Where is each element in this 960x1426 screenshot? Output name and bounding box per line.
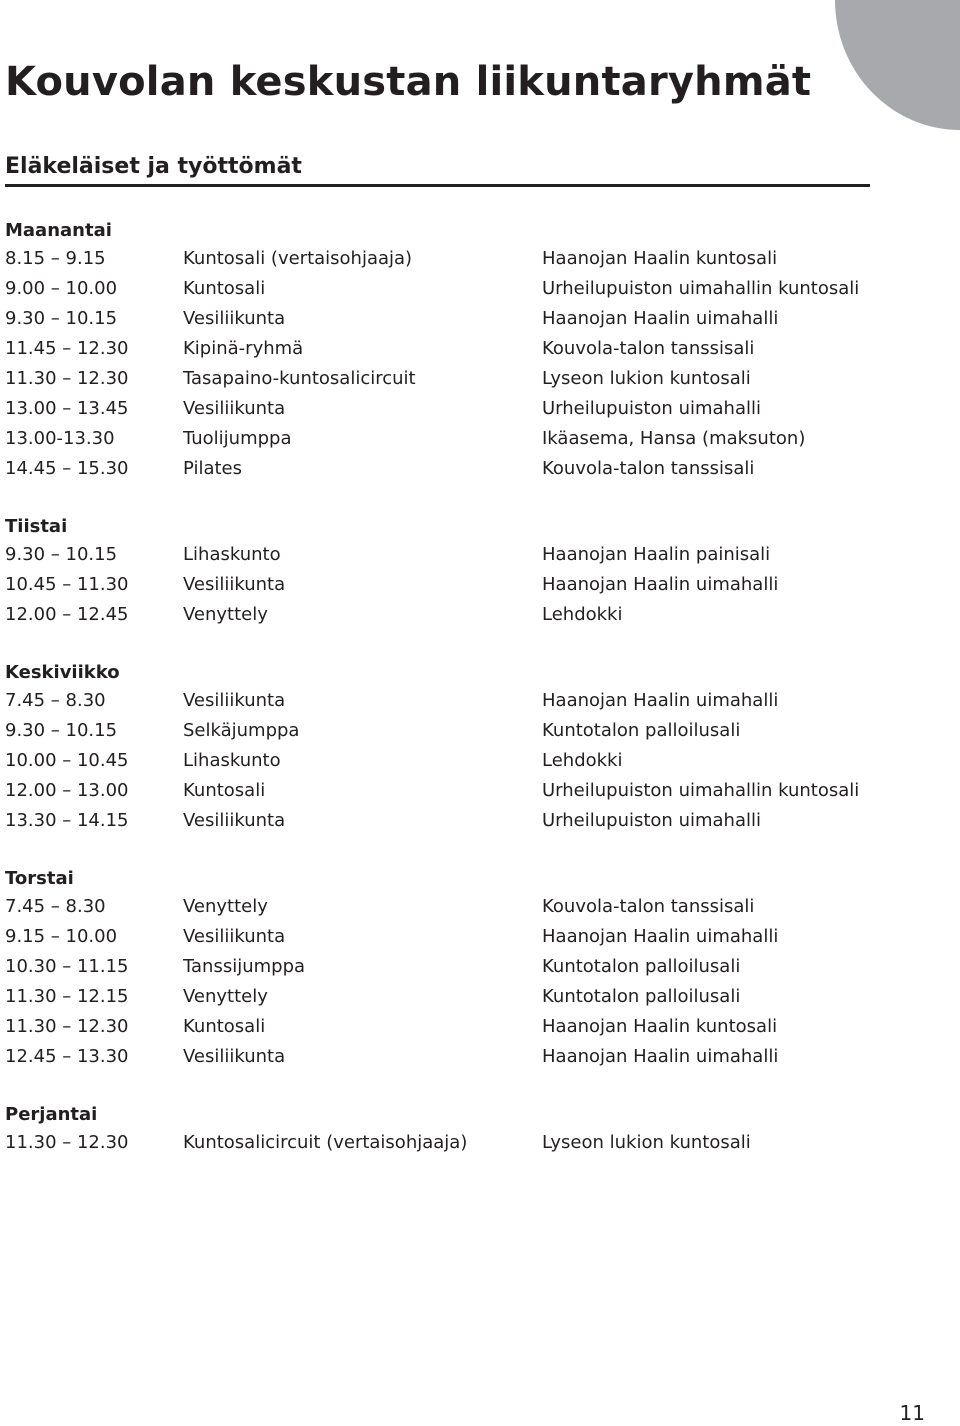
schedule-row (5, 1128, 865, 1158)
row-place: Lehdokki (542, 604, 623, 625)
row-place: Haanojan Haalin kuntosali (542, 1016, 778, 1037)
row-place: Haanojan Haalin uimahalli (542, 574, 779, 595)
schedule-row (5, 244, 865, 274)
row-place: Lyseon lukion kuntosali (542, 1132, 751, 1153)
day-section (5, 218, 865, 484)
row-place: Haanojan Haalin uimahalli (542, 690, 779, 711)
schedule-row (5, 1012, 865, 1042)
row-place: Haanojan Haalin uimahalli (542, 1046, 779, 1067)
row-place: Urheilupuiston uimahallin kuntosali (542, 780, 860, 801)
row-time: 11.30 – 12.30 (5, 368, 129, 389)
row-time: 9.15 – 10.00 (5, 926, 118, 947)
row-time: 14.45 – 15.30 (5, 458, 129, 479)
section-title: Eläkeläiset ja työttömät (5, 154, 302, 179)
row-place: Kouvola-talon tanssisali (542, 896, 755, 917)
row-time: 11.30 – 12.30 (5, 1016, 129, 1037)
schedule (5, 218, 865, 1188)
schedule-row (5, 1042, 865, 1072)
row-place: Urheilupuiston uimahalli (542, 810, 761, 831)
schedule-row (5, 892, 865, 922)
row-activity: Tanssijumppa (183, 956, 306, 977)
row-activity: Vesiliikunta (183, 1046, 286, 1067)
row-place: Kuntotalon palloilusali (542, 986, 741, 1007)
row-activity: Selkäjumppa (183, 720, 300, 741)
row-activity: Kuntosali (183, 278, 266, 299)
schedule-row (5, 570, 865, 600)
schedule-row (5, 600, 865, 630)
day-section (5, 514, 865, 630)
row-place: Lehdokki (542, 750, 623, 771)
day-section (5, 866, 865, 1072)
schedule-row (5, 686, 865, 716)
row-time: 11.30 – 12.30 (5, 1132, 129, 1153)
day-heading: Tiistai (5, 516, 68, 537)
row-activity: Vesiliikunta (183, 810, 286, 831)
row-time: 12.00 – 13.00 (5, 780, 129, 801)
row-time: 7.45 – 8.30 (5, 896, 106, 917)
schedule-row (5, 334, 865, 364)
row-time: 13.00-13.30 (5, 428, 115, 449)
schedule-row (5, 394, 865, 424)
schedule-row (5, 952, 865, 982)
row-time: 12.00 – 12.45 (5, 604, 129, 625)
schedule-row (5, 982, 865, 1012)
row-place: Urheilupuiston uimahalli (542, 398, 761, 419)
row-activity: Lihaskunto (183, 544, 281, 565)
row-time: 8.15 – 9.15 (5, 248, 106, 269)
row-time: 11.45 – 12.30 (5, 338, 129, 359)
row-activity: Vesiliikunta (183, 398, 286, 419)
section-divider (5, 184, 870, 187)
day-heading: Keskiviikko (5, 662, 120, 683)
page-number: 11 (899, 1401, 925, 1425)
row-place: Haanojan Haalin painisali (542, 544, 771, 565)
row-activity: Vesiliikunta (183, 926, 286, 947)
row-place: Urheilupuiston uimahallin kuntosali (542, 278, 860, 299)
schedule-row (5, 424, 865, 454)
schedule-row (5, 922, 865, 952)
row-place: Haanojan Haalin uimahalli (542, 308, 779, 329)
row-activity: Venyttely (183, 604, 268, 625)
schedule-row (5, 274, 865, 304)
row-time: 13.30 – 14.15 (5, 810, 129, 831)
schedule-row (5, 364, 865, 394)
row-activity: Vesiliikunta (183, 574, 286, 595)
row-place: Kouvola-talon tanssisali (542, 458, 755, 479)
row-time: 10.45 – 11.30 (5, 574, 129, 595)
row-activity: Kuntosali (183, 780, 266, 801)
row-time: 9.30 – 10.15 (5, 720, 118, 741)
row-activity: Vesiliikunta (183, 690, 286, 711)
row-activity: Tasapaino-kuntosalicircuit (183, 368, 416, 389)
row-time: 11.30 – 12.15 (5, 986, 129, 1007)
day-heading: Perjantai (5, 1104, 98, 1125)
schedule-row (5, 746, 865, 776)
row-activity: Kuntosali (vertaisohjaaja) (183, 248, 413, 269)
corner-decoration (835, 0, 960, 130)
row-place: Haanojan Haalin kuntosali (542, 248, 778, 269)
row-activity: Kuntosalicircuit (vertaisohjaaja) (183, 1132, 468, 1153)
row-time: 7.45 – 8.30 (5, 690, 106, 711)
schedule-row (5, 776, 865, 806)
row-activity: Kuntosali (183, 1016, 266, 1037)
row-time: 9.30 – 10.15 (5, 308, 118, 329)
row-time: 13.00 – 13.45 (5, 398, 129, 419)
row-activity: Venyttely (183, 986, 268, 1007)
schedule-row (5, 540, 865, 570)
day-section (5, 660, 865, 836)
row-place: Kuntotalon palloilusali (542, 720, 741, 741)
schedule-row (5, 806, 865, 836)
row-place: Kuntotalon palloilusali (542, 956, 741, 977)
day-heading: Maanantai (5, 220, 112, 241)
schedule-row (5, 454, 865, 484)
row-activity: Pilates (183, 458, 243, 479)
day-heading: Torstai (5, 868, 74, 889)
row-place: Haanojan Haalin uimahalli (542, 926, 779, 947)
row-activity: Venyttely (183, 896, 268, 917)
row-time: 9.30 – 10.15 (5, 544, 118, 565)
row-activity: Kipinä-ryhmä (183, 338, 304, 359)
row-place: Ikäasema, Hansa (maksuton) (542, 428, 806, 449)
page-title: Kouvolan keskustan liikuntaryhmät (5, 59, 812, 105)
row-place: Lyseon lukion kuntosali (542, 368, 751, 389)
row-time: 12.45 – 13.30 (5, 1046, 129, 1067)
row-activity: Tuolijumppa (183, 428, 292, 449)
row-activity: Vesiliikunta (183, 308, 286, 329)
day-section (5, 1102, 865, 1158)
schedule-row (5, 716, 865, 746)
row-activity: Lihaskunto (183, 750, 281, 771)
row-time: 10.30 – 11.15 (5, 956, 129, 977)
row-time: 10.00 – 10.45 (5, 750, 129, 771)
row-time: 9.00 – 10.00 (5, 278, 118, 299)
schedule-row (5, 304, 865, 334)
row-place: Kouvola-talon tanssisali (542, 338, 755, 359)
